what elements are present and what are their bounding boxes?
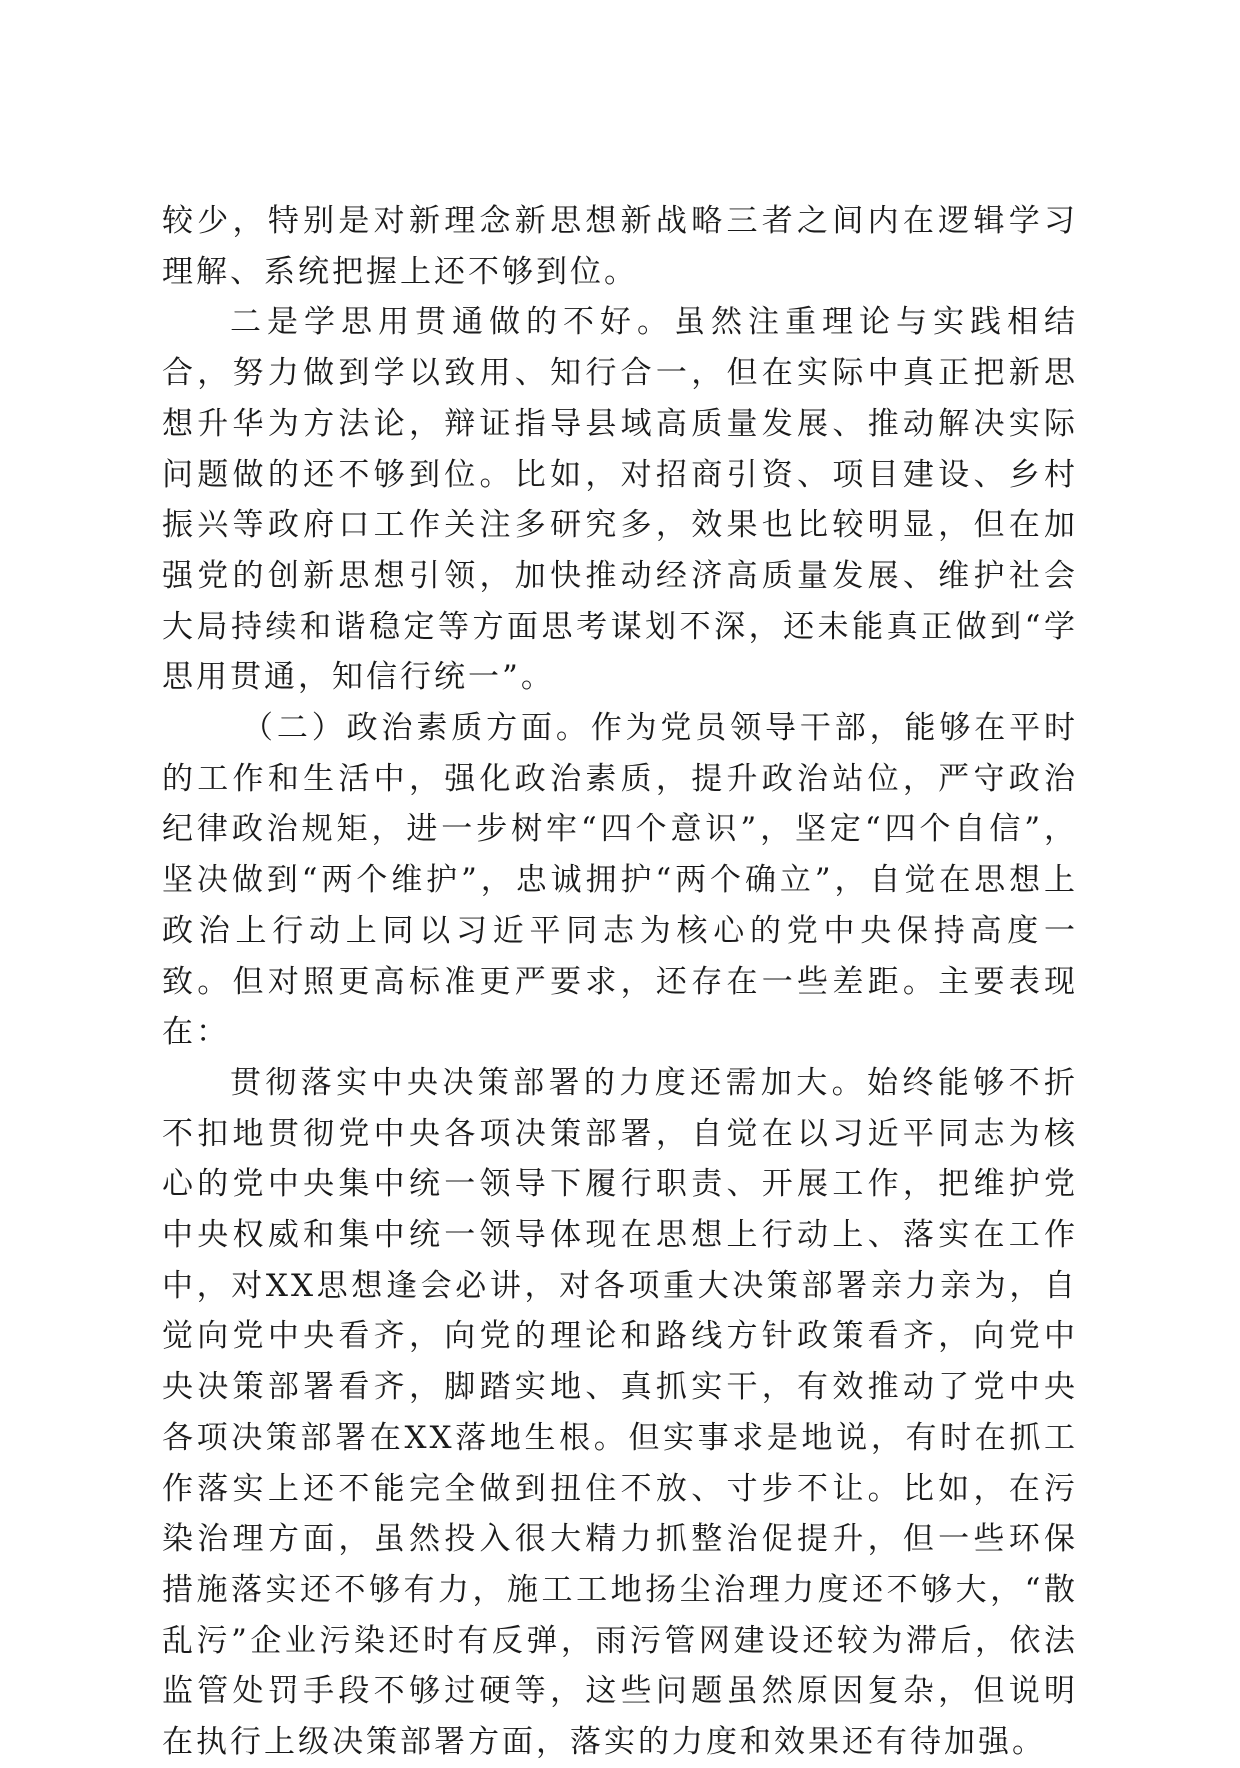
paragraph-continuation: 较少，特别是对新理念新思想新战略三者之间内在逻辑学习理解、系统把握上还不够到位。 <box>162 203 1078 290</box>
document-body <box>162 196 1078 1768</box>
paragraph-policy-implementation: 贯彻落实中央决策部署的力度还需加大。始终能够不折不扣地贯彻党中央各项决策部署，自觉在以习近平同志为核心的党中央集中统一领导下履行职责、开展工作，把维护党中央权威和集中统一领导体现在思想上行动上、落实在工作中，对XX思想逢会必讲，对各项重大决策部署亲力亲为，自觉向党中央看齐，向党的理论和路线方针政策看齐，向党中央决策部署看齐，脚踏实地、真抓实干，有效推动了党中央各项决策部署在XX落地生根。但实事求是地说，有时在抓工作落实上还不能完全做到扭住不放、寸步不让。比如，在污染治理方面，虽然投入很大精力抓整治促提升，但一些环保措施落实还不够有力，施工工地扬尘治理力度还不够大，“散乱污”企业污染还时有反弹，雨污管网建设还较为滞后，依法监管处罚手段不够过硬等，这些问题虽然原因复杂，但说明在执行上级决策部署方面，落实的力度和效果还有待加强。 <box>162 1064 1078 1761</box>
paragraph-study-application: 二是学思用贯通做的不好。虽然注重理论与实践相结合，努力做到学以致用、知行合一，但在实际中真正把新思想升华为方法论，辩证指导县域高质量发展、推动解决实际问题做的还不够到位。比如，对招商引资、项目建设、乡村振兴等政府口工作关注多研究多，效果也比较明显，但在加强党的创新思想引领，加快推动经济高质量发展、维护社会大局持续和谐稳定等方面思考谋划不深，还未能真正做到“学思用贯通，知信行统一”。 <box>162 304 1078 696</box>
paragraph-political-quality: （二）政治素质方面。作为党员领导干部，能够在平时的工作和生活中，强化政治素质，提升政治站位，严守政治纪律政治规矩，进一步树牢“四个意识”，坚定“四个自信”，坚决做到“两个维护”，忠诚拥护“两个确立”，自觉在思想上政治上行动上同以习近平同志为核心的党中央保持高度一致。但对照更高标准更严要求，还存在一些差距。主要表现在： <box>162 710 1078 1051</box>
